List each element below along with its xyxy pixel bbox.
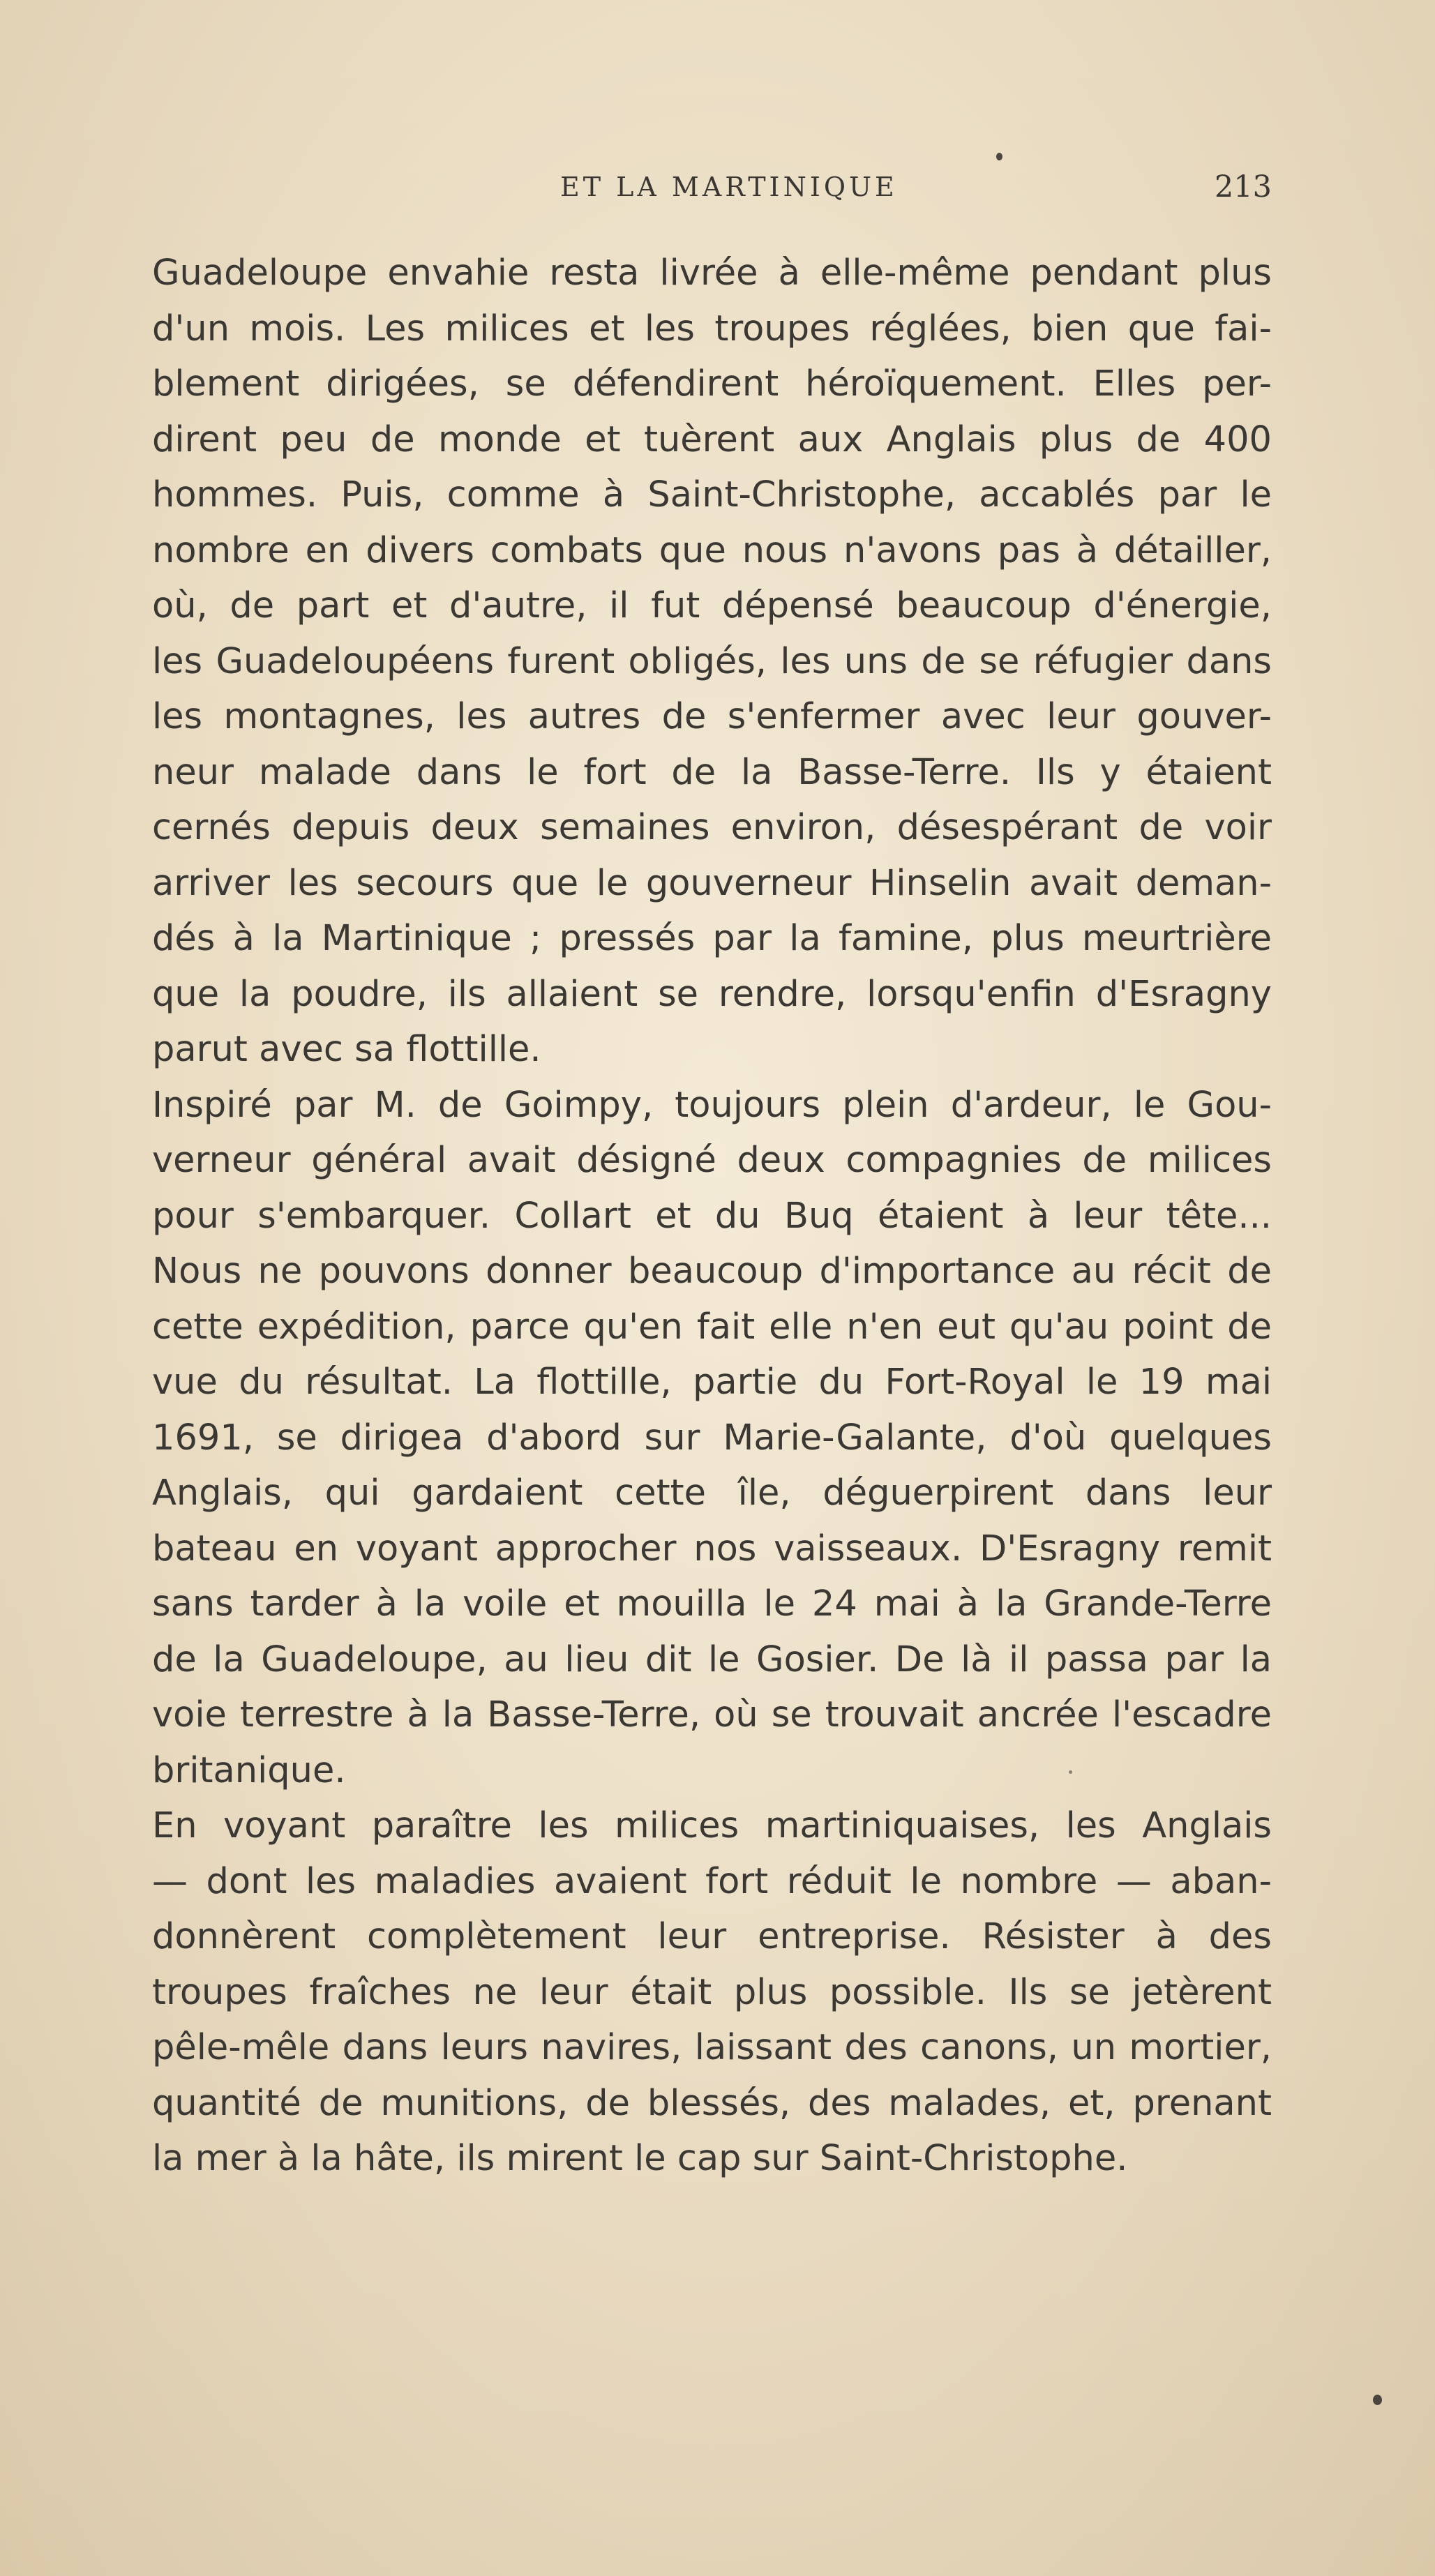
text-line: pêle-mêle dans leurs navires, laissant des canons, un mortier, (152, 2027, 1272, 2068)
text-line: bateau en voyant approcher nos vaisseaux. D'Esragny remit (152, 1528, 1272, 1569)
text-line: Anglais, qui gardaient cette île, déguerpirent dans leur (152, 1472, 1272, 1514)
text-line: où, de part et d'autre, il fut dépensé beaucoup d'énergie, (152, 585, 1272, 626)
text-line: — dont les maladies avaient fort réduit le nombre — aban- (152, 1860, 1272, 1902)
running-head (152, 166, 1272, 208)
text-line: dirent peu de monde et tuèrent aux Anglais plus de 400 (152, 419, 1272, 460)
text-line: 1691, se dirigea d'abord sur Marie-Galante, d'où quelques (152, 1417, 1272, 1459)
text-line: de la Guadeloupe, au lieu dit le Gosier. De là il passa par la (152, 1639, 1272, 1680)
running-title: ET LA MARTINIQUE (560, 172, 898, 202)
text-line: parut avec sa flottille. (152, 1029, 541, 1070)
text-line: troupes fraîches ne leur était plus possible. Ils se jetèrent (152, 1971, 1272, 2013)
text-line: les Guadeloupéens furent obligés, les uns de se réfugier dans (152, 640, 1272, 682)
text-line: voie terrestre à la Basse-Terre, où se trouvait ancrée l'escadre (152, 1694, 1272, 1735)
text-line: d'un mois. Les milices et les troupes réglées, bien que fai- (152, 308, 1272, 349)
text-line: que la poudre, ils allaient se rendre, lorsqu'enfin d'Esragny (152, 973, 1272, 1015)
text-line: les montagnes, les autres de s'enfermer avec leur gouver- (152, 696, 1272, 737)
ink-speck (1373, 2395, 1382, 2405)
text-line: la mer à la hâte, ils mirent le cap sur Saint-Christophe. (152, 2138, 1128, 2179)
text-line: arriver les secours que le gouverneur Hinselin avait deman- (152, 862, 1272, 904)
text-line: Inspiré par M. de Goimpy, toujours plein d'ardeur, le Gou- (152, 1084, 1272, 1126)
paragraph-1 (152, 246, 1272, 1078)
ink-speck (996, 153, 1002, 160)
text-line: sans tarder à la voile et mouilla le 24 mai à la Grande-Terre (152, 1583, 1272, 1625)
text-line: cernés depuis deux semaines environ, désespérant de voir (152, 807, 1272, 848)
paragraph-2 (152, 1078, 1272, 1799)
ink-speck (1069, 1770, 1072, 1774)
text-line: cette expédition, parce qu'en fait elle n'en eut qu'au point de (152, 1306, 1272, 1348)
text-line: Nous ne pouvons donner beaucoup d'importance au récit de (152, 1251, 1272, 1292)
text-line: Guadeloupe envahie resta livrée à elle-même pendant plus (152, 253, 1272, 294)
text-line: En voyant paraître les milices martiniquaises, les Anglais (152, 1805, 1272, 1846)
text-line: pour s'embarquer. Collart et du Buq étaient à leur tête... (152, 1195, 1272, 1237)
text-line: hommes. Puis, comme à Saint-Christophe, accablés par le (152, 474, 1272, 515)
text-line: quantité de munitions, de blessés, des malades, et, prenant (152, 2082, 1272, 2124)
text-line: vue du résultat. La flottille, partie du Fort-Royal le 19 mai (152, 1362, 1272, 1403)
text-line: verneur général avait désigné deux compagnies de milices (152, 1140, 1272, 1181)
text-line: blement dirigées, se défendirent héroïquement. Elles per- (152, 363, 1272, 405)
text-line: donnèrent complètement leur entreprise. Résister à des (152, 1916, 1272, 1957)
text-line: neur malade dans le fort de la Basse-Terre. Ils y étaient (152, 751, 1272, 793)
text-line: britanique. (152, 1749, 346, 1791)
text-line: dés à la Martinique ; pressés par la famine, plus meurtrière (152, 918, 1272, 959)
text-line: nombre en divers combats que nous n'avons pas à détailler, (152, 529, 1272, 571)
paragraph-3 (152, 1798, 1272, 2187)
page-number: 213 (1214, 170, 1272, 204)
body-text (152, 246, 1272, 2187)
